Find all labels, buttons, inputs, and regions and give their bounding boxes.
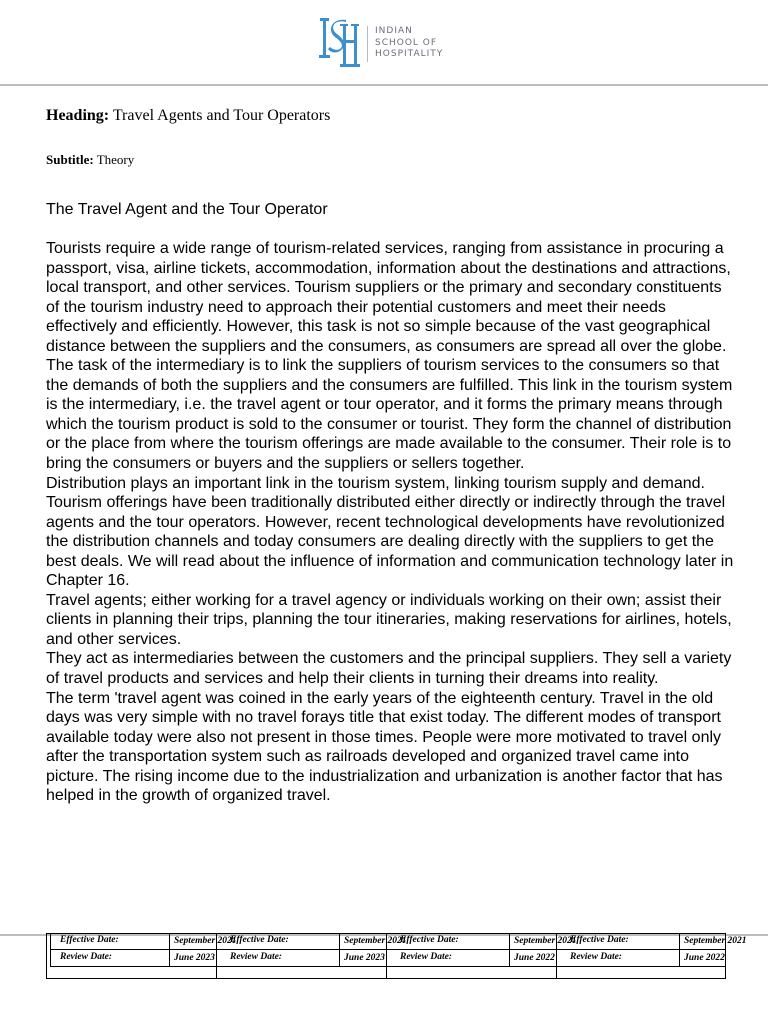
- paragraph: Distribution plays an important link in the tourism system, linking tourism supply and demand. Tourism offerings have been traditionally distributed either directly or indirectly through the travel agents and the tour operators. However, recent technological developments have revolutionized the distribution channels and today consumers are dealing directly with the suppliers to get the best deals. We will read about the influence of information and communication technology later in Chapter 16.: [46, 474, 734, 590]
- footer-col-line: [509, 933, 510, 967]
- ish-logo-mark: [316, 16, 366, 72]
- logo-line: SCHOOL OF: [375, 37, 438, 48]
- document-subtitle: [46, 152, 134, 168]
- review-date-label: Review Date:: [570, 952, 622, 962]
- effective-date-label: Effective Date:: [400, 935, 459, 945]
- footer-border: [46, 933, 47, 979]
- header-divider: [0, 84, 768, 86]
- footer-col-line: [339, 933, 340, 967]
- subtitle-label: Subtitle:: [46, 152, 94, 167]
- review-date-value: June 2022: [514, 953, 555, 963]
- effective-date-value: September 2021: [174, 936, 237, 946]
- review-date-label: Review Date:: [230, 952, 282, 962]
- subtitle-text: Theory: [96, 152, 135, 167]
- body-text: [46, 239, 736, 806]
- heading-label: Heading:: [46, 107, 110, 124]
- effective-date-value: September 2021: [514, 936, 577, 946]
- effective-date-label: Effective Date:: [60, 935, 119, 945]
- paragraph: Tourists require a wide range of tourism-related services, ranging from assistance in procuring a passport, visa, airline tickets, accommodation, information about the destinations and attractions, local transport, and other services. Tourism suppliers or the primary and secondary constituents of the tourism industry need to approach their potential customers and meet their needs effectively and efficiently. However, this task is not so simple because of the vast geographical distance between the suppliers and the consumers, as consumers are spread all over the globe. The task of the intermediary is to link the suppliers of tourism services to the consumers so that the demands of both the suppliers and the consumers are fulfilled. This link in the tourism system is the intermediary, i.e. the travel agent or tour operator, and it forms the primary means through which the tourism product is sold to the consumer or tourist. They form the channel of distribution or the place from where the tourism offerings are made available to the consumer. Their role is to bring the consumers or buyers and the suppliers or sellers together.: [46, 240, 733, 473]
- heading-text: Travel Agents and Tour Operators: [112, 107, 331, 124]
- paragraph: Travel agents; either working for a travel agency or individuals working on their own; assist their clients in planning their trips, planning the tour itineraries, making reservations for airlines, hotels, and other services.: [46, 591, 732, 648]
- paragraph: The term 'travel agent was coined in the early years of the eighteenth century. Travel in the old days was very simple with no travel forays title that exist today. The different modes of transport available today were also not present in those times. People were more motivated to travel only after the transportation system such as railroads developed and organized travel came into picture. The rising income due to the industrialization and urbanization is another factor that has helped in the growth of organized travel.: [46, 689, 723, 805]
- review-date-value: June 2023: [344, 953, 385, 963]
- footer-col-line: [169, 933, 170, 967]
- logo-wordmark: [375, 26, 443, 61]
- review-date-label: Review Date:: [60, 952, 112, 962]
- logo-separator: [367, 26, 368, 62]
- footer-row-line: [50, 949, 726, 950]
- footer-row-line: [50, 966, 726, 967]
- footer-inner-border: [50, 933, 51, 967]
- logo-line: HOSPITALITY: [375, 49, 444, 59]
- effective-date-value: September 2021: [344, 936, 407, 946]
- review-date-value: June 2022: [684, 953, 725, 963]
- ish-logo: [316, 16, 456, 72]
- review-date-label: Review Date:: [400, 952, 452, 962]
- footer-col-line: [679, 933, 680, 967]
- effective-date-label: Effective Date:: [570, 935, 629, 945]
- effective-date-value: September 2021: [684, 936, 747, 946]
- footer-table: [46, 933, 747, 979]
- logo-line: INDIAN: [375, 26, 413, 36]
- effective-date-label: Effective Date:: [230, 935, 289, 945]
- document-heading: [46, 107, 330, 125]
- review-date-value: June 2023: [174, 953, 215, 963]
- paragraph: They act as intermediaries between the customers and the principal suppliers. They sell a variety of travel products and services and help their clients in turning their dreams into reality.: [46, 650, 732, 688]
- section-title: The Travel Agent and the Tour Operator: [46, 201, 328, 218]
